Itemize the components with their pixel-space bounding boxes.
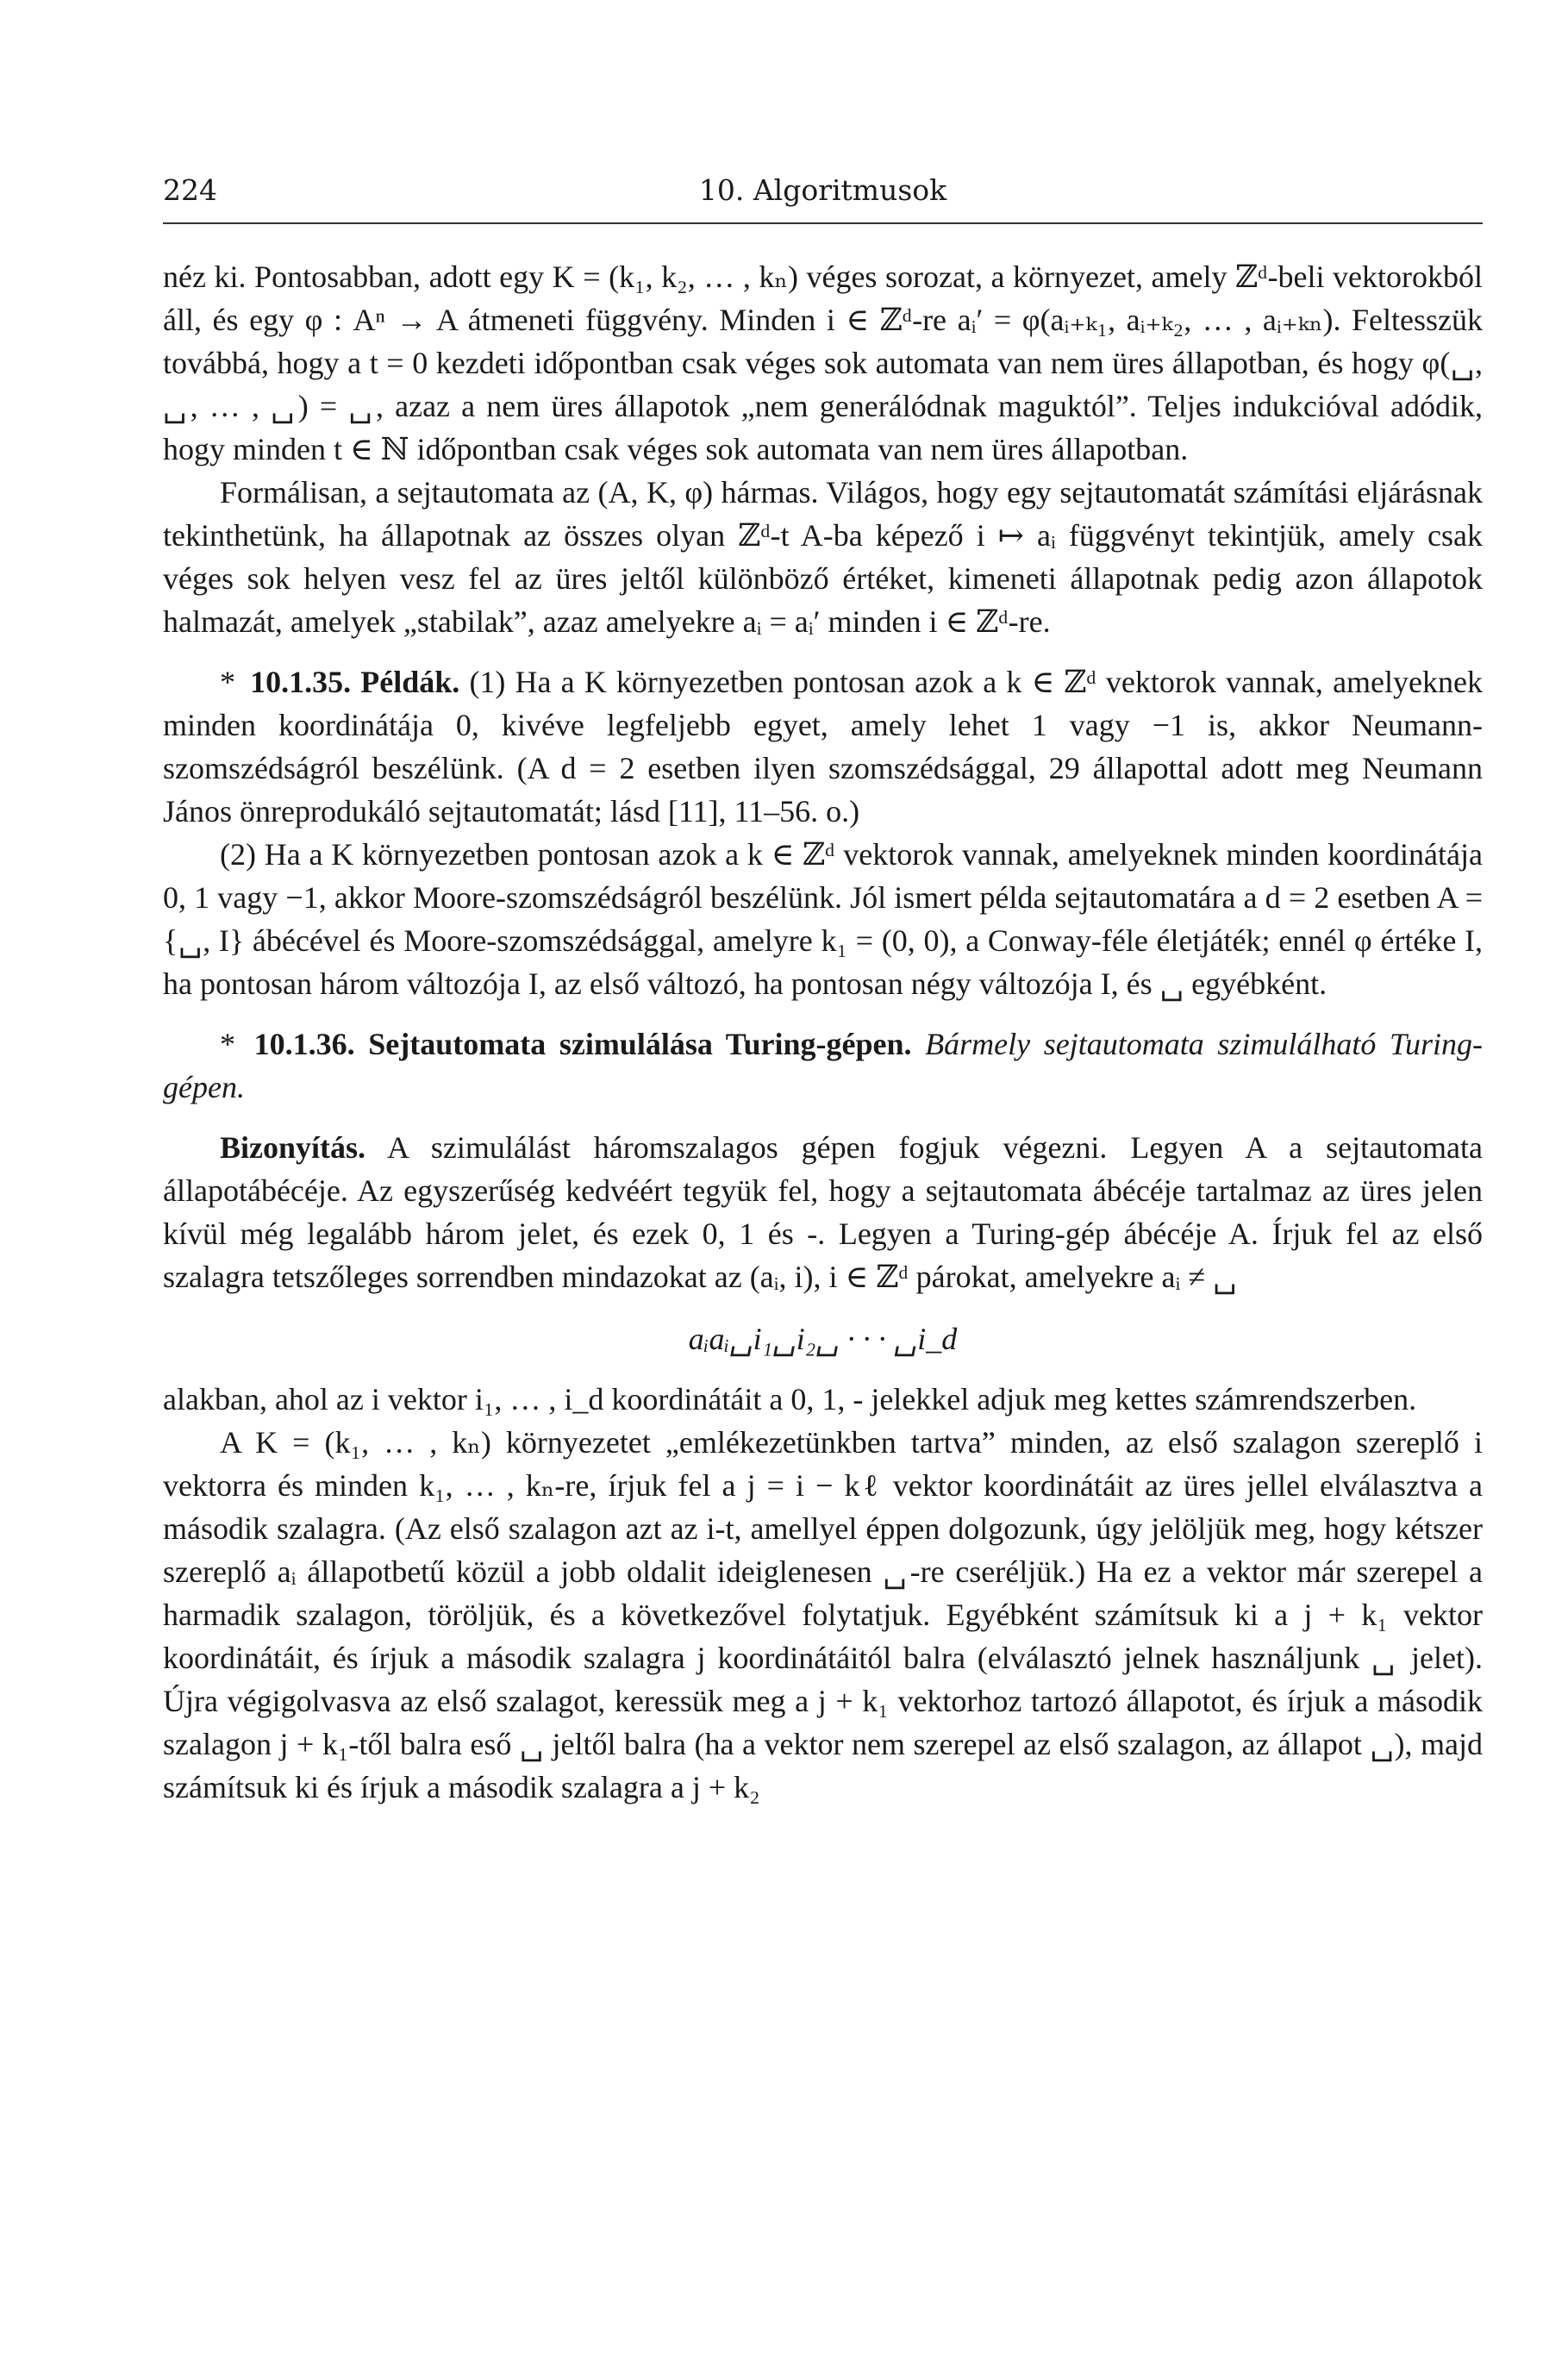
examples-first: (1) Ha a K környezetben pontosan azok a k ∈ ℤᵈ vektorok vannak, amelyeknek minden koordinátája 0, kivéve legfeljebb egyet, amely lehet 1 vagy −1 is, akkor Neumann-szomszédságról beszélünk. (A d = 2 esetben ilyen szomszédsággal, 29 állapottal adott meg Neumann János önreprodukáló sejtautomatát; lásd [11], 11–56. o.): [163, 665, 1483, 829]
running-title: 10. Algoritmusok: [698, 173, 947, 207]
examples-star: *: [220, 665, 235, 699]
theorem-number: 10.1.36.: [253, 1027, 355, 1061]
theorem-statement: Bármely sejtautomata szimulálható Turing-gépen.: [163, 1027, 1484, 1104]
paragraph-environment: néz ki. Pontosabban, adott egy K = (k₁, k₂, … , kₙ) véges sorozat, a környezet, amely ℤᵈ-beli vektorokból áll, és egy φ : Aⁿ → A átmeneti függvény. Minden i ∈ ℤᵈ-re aᵢ′ = φ(aᵢ₊ₖ₁, aᵢ₊ₖ₂, … , aᵢ₊ₖₙ). Feltesszük továbbá, hogy a t = 0 kezdeti időpontban csak véges sok automata van nem üres állapotban, és hogy φ(␣, ␣, … , ␣) = ␣, azaz a nem üres állapotok „nem generálódnak maguktól”. Teljes indukcióval adódik, hogy minden t ∈ ℕ időpontban csak véges sok automata van nem üres állapotban.: [163, 260, 1483, 466]
proof-label: Bizonyítás.: [220, 1130, 366, 1165]
proof-second: alakban, ahol az i vektor i₁, … , i_d koordinátáit a 0, 1, - jelekkel adjuk meg kettes számrendszerben.: [163, 1382, 1417, 1416]
page-body: [163, 255, 1483, 1809]
page-number: 224: [163, 173, 217, 207]
theorem-star: *: [220, 1027, 235, 1061]
header-rule: [163, 222, 1483, 224]
proof-first: A szimulálást háromszalagos gépen fogjuk végezni. Legyen A a sejtautomata állapotábécéje. Az egyszerűség kedvéért tegyük fel, hogy a sejtautomata ábécéje tartalmaz az üres jelen kívül még legalább három jelet, és ezek 0, 1 és -. Legyen a Turing-gép ábécéje A. Írjuk fel az első szalagra tetszőleges sorrendben mindazokat az (aᵢ, i), i ∈ ℤᵈ párokat, amelyekre aᵢ ≠ ␣: [163, 1130, 1484, 1294]
page-header: [163, 169, 1483, 212]
examples-title: Példák.: [360, 665, 460, 699]
proof-third: A K = (k₁, … , kₙ) környezetet „emlékezetünkben tartva” minden, az első szalagon szereplő i vektorra és minden k₁, … , kₙ-re, írjuk fel a j = i − kℓ vektor koordinátáit az üres jellel elválasztva a második szalagra. (Az első szalagon azt az i-t, amellyel éppen dolgozunk, úgy jelöljük meg, hogy kétszer szereplő aᵢ állapotbetű közül a jobb oldalit ideiglenesen ␣-re cseréljük.) Ha ez a vektor már szerepel a harmadik szalagon, töröljük, és a következővel folytatjuk. Egyébként számítsuk ki a j + k₁ vektor koordinátáit, és írjuk a második szalagra j koordinátáitól balra (elválasztó jelnek használjunk ␣ jelet). Újra végigolvasva az első szalagot, keressük meg a j + k₁ vektorhoz tartozó állapotot, és írjuk a második szalagon j + k₁-től balra eső ␣ jeltől balra (ha a vektor nem szerepel az első szalagon, az állapot ␣), majd számítsuk ki és írjuk a második szalagra a j + k₂: [163, 1425, 1483, 1804]
examples-number: 10.1.35.: [250, 665, 352, 699]
paragraph-formal: Formálisan, a sejtautomata az (A, K, φ) hármas. Világos, hogy egy sejtautomatát számítási eljárásnak tekinthetünk, ha állapotnak az összes olyan ℤᵈ-t A-ba képező i ↦ aᵢ függvényt tekintjük, amely csak véges sok helyen vesz fel az üres jeltől különböző értéket, kimeneti állapotnak pedig azon állapotok halmazát, amelyek „stabilak”, azaz amelyekre aᵢ = aᵢ′ minden i ∈ ℤᵈ-re.: [163, 475, 1483, 639]
examples-block: [163, 660, 1483, 833]
theorem-title: Sejtautomata szimulálása Turing-gépen.: [368, 1027, 912, 1061]
proof-block: [163, 1126, 1483, 1298]
theorem-block: [163, 1022, 1483, 1109]
examples-second: (2) Ha a K környezetben pontosan azok a k ∈ ℤᵈ vektorok vannak, amelyeknek minden koordinátája 0, 1 vagy −1, akkor Moore-szomszédságról beszélünk. Jól ismert példa sejtautomatára a d = 2 esetben A = {␣, I} ábécével és Moore-szomszédsággal, amelyre k₁ = (0, 0), a Conway-féle életjáték; ennél φ értéke I, ha pontosan három változója I, az első változó, ha pontosan négy változója I, és ␣ egyébként.: [163, 837, 1483, 1001]
tape-format-formula: aᵢaᵢ␣i₁␣i₂␣ · · · ␣i_d: [688, 1322, 958, 1356]
